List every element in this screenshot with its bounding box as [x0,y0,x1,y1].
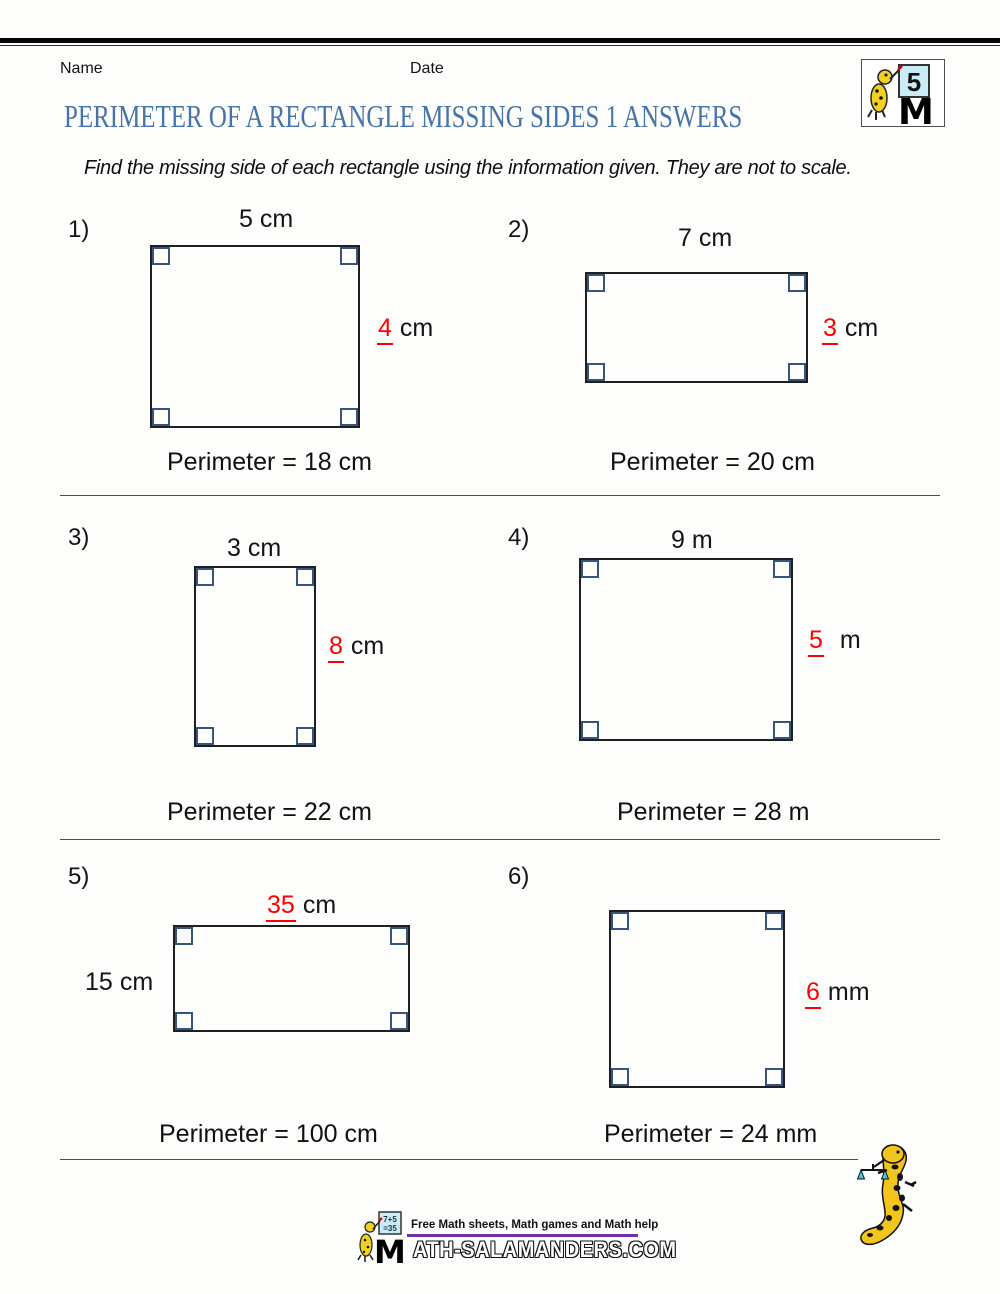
perimeter-label: Perimeter = 22 cm [167,798,372,826]
right-angle-mark [175,927,193,945]
top-dimension-unit: cm [259,205,294,233]
right-angle-mark [587,363,605,381]
side-dimension-unit: cm [119,968,154,996]
side-dimension-answer: 6 [805,978,821,1009]
side-dimension-label [822,315,878,343]
right-angle-mark [390,927,408,945]
top-border-thick-line [0,38,1000,43]
side-dimension-label [328,633,384,661]
top-dimension-label [239,206,293,234]
top-dimension-label [678,225,732,253]
footer-separator-line [60,1159,858,1160]
side-dimension-label [85,969,153,997]
side-dimension-unit: cm [399,314,434,342]
right-angle-mark [788,274,806,292]
rectangle-shape [150,245,360,428]
right-angle-mark [175,1012,193,1030]
logo-board-sum-line2: =35 [383,1224,397,1233]
perimeter-label: Perimeter = 24 mm [604,1120,818,1148]
side-dimension-answer: 5 [808,626,824,657]
top-dimension-value: 9 [671,526,685,554]
side-dimension-unit: mm [827,978,870,1006]
top-dimension-value: 7 [678,224,692,252]
top-dimension-label [671,527,713,555]
perimeter-label: Perimeter = 20 cm [610,448,815,476]
right-angle-mark [773,721,791,739]
right-angle-mark [390,1012,408,1030]
side-dimension-value: 15 [85,968,113,996]
grade-badge [861,59,945,127]
top-dimension-value: 3 [227,534,241,562]
side-dimension-unit: cm [844,314,879,342]
site-monogram-m: M [374,1233,406,1265]
problem-number: 4) [508,524,530,551]
right-angle-mark [788,363,806,381]
logo-board-sum-line1: 7+5 [383,1215,397,1224]
perimeter-label: Perimeter = 28 m [617,798,810,826]
badge-number: 5 [906,67,922,97]
side-dimension-label [808,627,861,655]
problem-number: 6) [508,863,530,890]
problem-number: 1) [68,216,90,243]
side-dimension-label [805,979,870,1007]
right-angle-mark [611,1068,629,1086]
rectangle-shape [194,566,316,747]
site-name: ATH-SALAMANDERS.COM [413,1238,677,1263]
row-separator-line [60,495,940,496]
footer-tagline: Free Math sheets, Math games and Math help [411,1219,659,1231]
top-dimension-unit: m [691,526,713,554]
rectangle-shape [173,925,410,1032]
side-dimension-unit: m [839,626,861,654]
right-angle-mark [581,560,599,578]
footer-purple-rule [407,1234,638,1237]
top-dimension-value: 5 [239,205,253,233]
salamander-easel-icon [356,1211,416,1265]
row-separator-line [60,839,940,840]
rectangle-shape [579,558,793,741]
right-angle-mark [773,560,791,578]
name-label: Name [60,60,103,77]
perimeter-label: Perimeter = 100 cm [159,1120,378,1148]
right-angle-mark [587,274,605,292]
top-border-thin-line [0,45,1000,46]
right-angle-mark [340,247,358,265]
right-angle-mark [196,568,214,586]
right-angle-mark [296,727,314,745]
side-dimension-label [377,315,433,343]
top-dimension-unit: cm [247,534,282,562]
rectangle-shape [609,910,785,1088]
right-angle-mark [581,721,599,739]
problem-number: 5) [68,863,90,890]
side-dimension-unit: cm [350,632,385,660]
right-angle-mark [152,408,170,426]
page-title: PERIMETER OF A RECTANGLE MISSING SIDES 1 ANSWERS [64,98,743,134]
top-dimension-unit: cm [698,224,733,252]
top-dimension-answer: 35 [266,891,296,922]
right-angle-mark [765,912,783,930]
top-dimension-label [266,892,336,920]
side-dimension-answer: 4 [377,314,393,345]
top-dimension-label [227,535,281,563]
side-dimension-answer: 3 [822,314,838,345]
date-label: Date [410,60,444,77]
problem-number: 2) [508,216,530,243]
right-angle-mark [152,247,170,265]
perimeter-label: Perimeter = 18 cm [167,448,372,476]
problem-number: 3) [68,524,90,551]
right-angle-mark [196,727,214,745]
instruction-text: Find the missing side of each rectangle using the information given. They are not to scale. [84,157,852,179]
salamander-scales-icon [853,1142,948,1260]
right-angle-mark [296,568,314,586]
side-dimension-answer: 8 [328,632,344,663]
right-angle-mark [611,912,629,930]
rectangle-shape [585,272,808,383]
right-angle-mark [765,1068,783,1086]
right-angle-mark [340,408,358,426]
top-dimension-unit: cm [302,891,337,919]
badge-monogram: M [898,92,934,126]
salamander-easel-icon [862,60,944,126]
